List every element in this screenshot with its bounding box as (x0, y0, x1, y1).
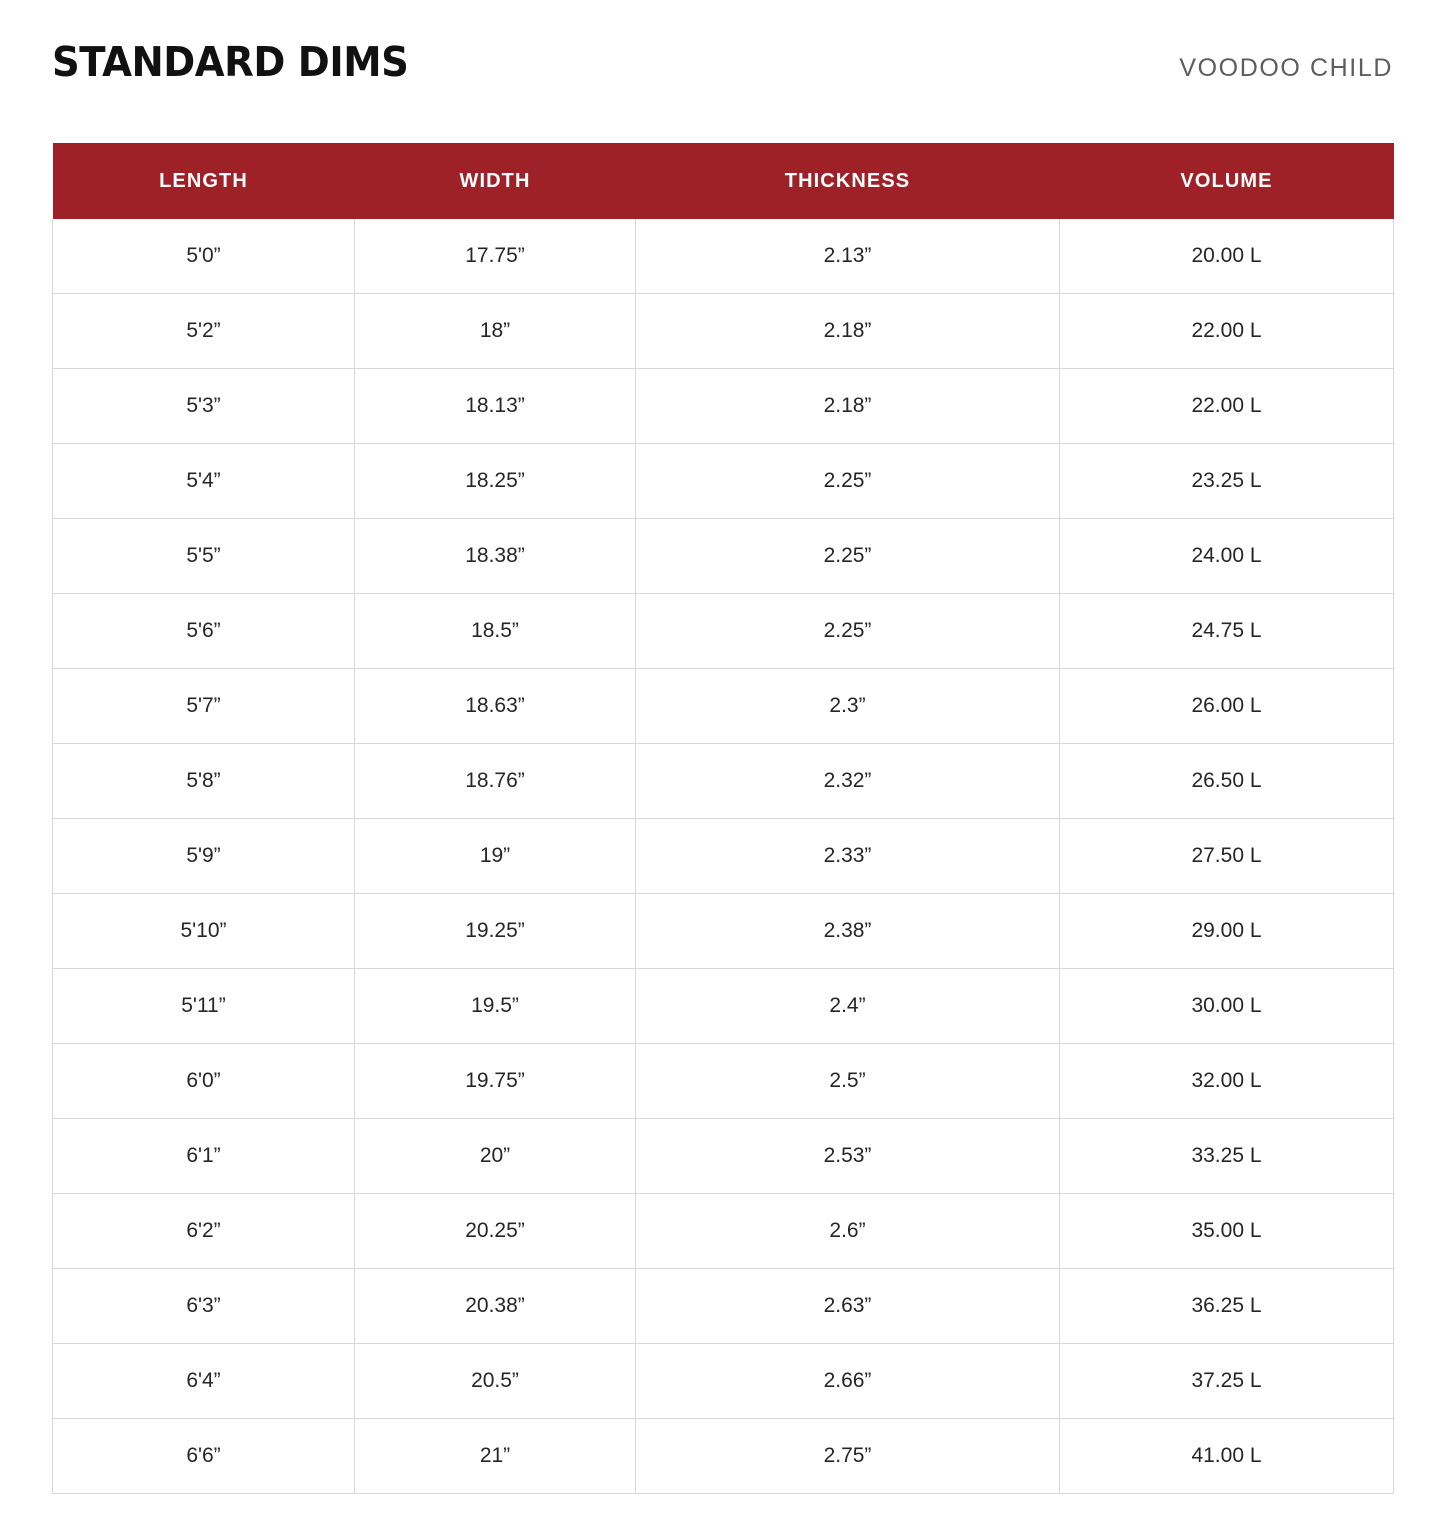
cell-thickness: 2.25” (636, 444, 1060, 519)
table-row (53, 1344, 1394, 1419)
table-row (53, 1269, 1394, 1344)
cell-thickness: 2.66” (636, 1344, 1060, 1419)
cell-volume: 36.25 L (1060, 1269, 1394, 1344)
table-row (53, 969, 1394, 1044)
table-row (53, 669, 1394, 744)
table-row (53, 819, 1394, 894)
cell-length: 5'11” (53, 969, 355, 1044)
cell-width: 21” (355, 1419, 636, 1494)
cell-thickness: 2.32” (636, 744, 1060, 819)
cell-thickness: 2.18” (636, 294, 1060, 369)
table-row (53, 594, 1394, 669)
cell-thickness: 2.5” (636, 1044, 1060, 1119)
cell-volume: 20.00 L (1060, 219, 1394, 294)
cell-thickness: 2.38” (636, 894, 1060, 969)
cell-width: 18” (355, 294, 636, 369)
table-header-row (53, 143, 1394, 219)
table-row (53, 219, 1394, 294)
model-name: VOODOO CHILD (1179, 54, 1393, 82)
table-row (53, 1044, 1394, 1119)
cell-length: 5'9” (53, 819, 355, 894)
cell-width: 18.5” (355, 594, 636, 669)
table-row (53, 444, 1394, 519)
cell-width: 18.76” (355, 744, 636, 819)
cell-length: 6'6” (53, 1419, 355, 1494)
cell-width: 17.75” (355, 219, 636, 294)
cell-width: 19.5” (355, 969, 636, 1044)
table-head (53, 143, 1394, 219)
cell-thickness: 2.6” (636, 1194, 1060, 1269)
cell-width: 19.25” (355, 894, 636, 969)
table-row (53, 1194, 1394, 1269)
cell-volume: 24.00 L (1060, 519, 1394, 594)
cell-thickness: 2.33” (636, 819, 1060, 894)
table-row (53, 894, 1394, 969)
cell-length: 6'4” (53, 1344, 355, 1419)
cell-length: 5'6” (53, 594, 355, 669)
cell-length: 5'5” (53, 519, 355, 594)
cell-volume: 26.00 L (1060, 669, 1394, 744)
cell-thickness: 2.75” (636, 1419, 1060, 1494)
cell-volume: 26.50 L (1060, 744, 1394, 819)
cell-width: 19” (355, 819, 636, 894)
column-header-length: LENGTH (53, 143, 355, 219)
cell-width: 20.25” (355, 1194, 636, 1269)
page-header (52, 0, 1393, 86)
cell-thickness: 2.18” (636, 369, 1060, 444)
table-row (53, 519, 1394, 594)
cell-length: 5'8” (53, 744, 355, 819)
cell-length: 5'7” (53, 669, 355, 744)
cell-thickness: 2.4” (636, 969, 1060, 1044)
cell-width: 20.5” (355, 1344, 636, 1419)
table-row (53, 1119, 1394, 1194)
table-body (53, 219, 1394, 1494)
dims-table (52, 143, 1394, 1494)
cell-thickness: 2.63” (636, 1269, 1060, 1344)
cell-volume: 22.00 L (1060, 369, 1394, 444)
cell-width: 20.38” (355, 1269, 636, 1344)
cell-width: 18.13” (355, 369, 636, 444)
cell-volume: 32.00 L (1060, 1044, 1394, 1119)
cell-length: 5'10” (53, 894, 355, 969)
cell-volume: 30.00 L (1060, 969, 1394, 1044)
cell-width: 18.38” (355, 519, 636, 594)
column-header-volume: VOLUME (1060, 143, 1394, 219)
cell-volume: 41.00 L (1060, 1419, 1394, 1494)
page-title: STANDARD DIMS (52, 38, 409, 86)
cell-length: 6'2” (53, 1194, 355, 1269)
cell-length: 5'0” (53, 219, 355, 294)
cell-volume: 37.25 L (1060, 1344, 1394, 1419)
column-header-width: WIDTH (355, 143, 636, 219)
cell-length: 5'2” (53, 294, 355, 369)
dims-table-container (52, 143, 1393, 1494)
cell-width: 18.25” (355, 444, 636, 519)
cell-thickness: 2.25” (636, 594, 1060, 669)
cell-length: 6'1” (53, 1119, 355, 1194)
cell-volume: 23.25 L (1060, 444, 1394, 519)
cell-volume: 22.00 L (1060, 294, 1394, 369)
table-row (53, 369, 1394, 444)
cell-length: 6'0” (53, 1044, 355, 1119)
cell-volume: 27.50 L (1060, 819, 1394, 894)
cell-length: 5'3” (53, 369, 355, 444)
cell-width: 19.75” (355, 1044, 636, 1119)
cell-volume: 35.00 L (1060, 1194, 1394, 1269)
cell-length: 5'4” (53, 444, 355, 519)
cell-thickness: 2.53” (636, 1119, 1060, 1194)
table-row (53, 1419, 1394, 1494)
table-row (53, 294, 1394, 369)
cell-volume: 24.75 L (1060, 594, 1394, 669)
cell-volume: 29.00 L (1060, 894, 1394, 969)
cell-width: 20” (355, 1119, 636, 1194)
column-header-thickness: THICKNESS (636, 143, 1060, 219)
cell-length: 6'3” (53, 1269, 355, 1344)
cell-thickness: 2.13” (636, 219, 1060, 294)
cell-width: 18.63” (355, 669, 636, 744)
table-row (53, 744, 1394, 819)
cell-volume: 33.25 L (1060, 1119, 1394, 1194)
cell-thickness: 2.25” (636, 519, 1060, 594)
cell-thickness: 2.3” (636, 669, 1060, 744)
